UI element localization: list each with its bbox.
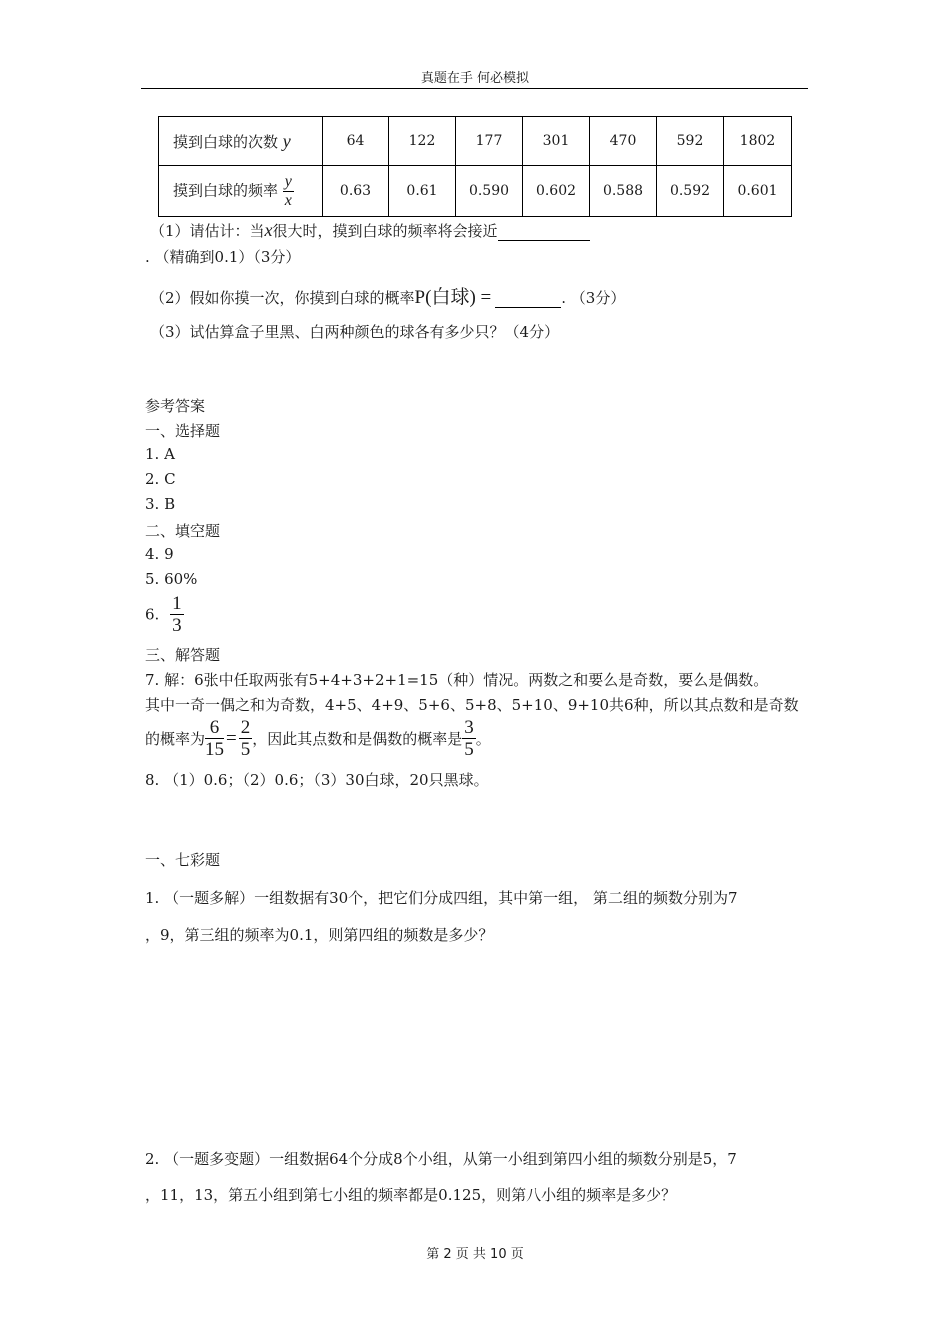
table-cell: 177 (456, 117, 523, 166)
answers-title: 参考答案 (145, 397, 206, 415)
table-row-frequency (159, 166, 792, 217)
extra-section-title: 一、七彩题 (145, 851, 221, 869)
question-2: （2）假如你摸一次，你摸到白球的概率P(白球) = . （3分） (150, 287, 626, 308)
table-cell: 301 (523, 117, 590, 166)
answer-blank-2 (495, 289, 561, 308)
table-cell: 0.61 (389, 166, 456, 217)
table-cell: 0.63 (323, 166, 389, 217)
answer-1: 1. A (145, 445, 175, 463)
problem-2-line1: 2. （一题多变题）一组数据64个分成8个小组，从第一小组到第四小组的频数分别是5，7 (145, 1150, 737, 1168)
answers-section-3: 三、解答题 (145, 646, 221, 664)
answer-7-line1: 7. 解：6张中任取两张有5+4+3+2+1=15（种）情况。两数之和要么是奇数，要么是偶数。 (145, 671, 769, 689)
table-cell: 1802 (724, 117, 792, 166)
table-cell: 470 (590, 117, 657, 166)
table-cell: 0.590 (456, 166, 523, 217)
frequency-table (158, 116, 792, 217)
question-3: （3）试估算盒子里黑、白两种颜色的球各有多少只？（4分） (150, 323, 560, 341)
question-1: （1）请估计：当x很大时，摸到白球的频率将会接近 (150, 220, 590, 241)
table-row-count (159, 117, 792, 166)
page-footer: 第 2 页 共 10 页 (426, 1247, 524, 1262)
answer-4: 4. 9 (145, 545, 174, 563)
row-label-count: 摸到白球的次数 y (159, 117, 323, 166)
question-1-line2: . （精确到0.1）（3分） (145, 248, 301, 266)
answer-7-line2: 其中一奇一偶之和为奇数，4+5、4+9、5+6、5+8、5+10、9+10共6种，所以其点数和是奇数 (145, 696, 799, 714)
table-cell: 0.588 (590, 166, 657, 217)
answer-8: 8. （1）0.6；（2）0.6；（3）30白球，20只黑球。 (145, 771, 489, 789)
table-cell: 122 (389, 117, 456, 166)
table-cell: 0.601 (724, 166, 792, 217)
problem-1-line2: ，9，第三组的频率为0.1，则第四组的频数是多少？ (145, 926, 494, 944)
table-cell: 592 (657, 117, 724, 166)
table-cell: 0.602 (523, 166, 590, 217)
problem-2-line2: ，11，13，第五小组到第七小组的频率都是0.125，则第八小组的频率是多少？ (145, 1186, 677, 1204)
answer-7-line3: 的概率为 $\frac{6}{15}$ = $\frac{2}{5}$ ，因此其点数和是偶数的概率是 $\frac{3}{5}$ 。 (145, 717, 491, 760)
table-cell: 0.592 (657, 166, 724, 217)
answer-6: 6. $\frac{1}{3}$ (145, 593, 182, 636)
answers-section-2: 二、填空题 (145, 522, 221, 540)
table-cell: 64 (323, 117, 389, 166)
answer-5: 5. 60% (145, 570, 198, 588)
answer-3: 3. B (145, 495, 176, 513)
answers-section-1: 一、选择题 (145, 422, 221, 440)
row-label-frequency: 摸到白球的频率 $\frac{y}{x}$ (159, 166, 323, 217)
page-header: 真题在手 何必模拟 (420, 71, 530, 86)
header-rule (141, 88, 808, 89)
problem-1-line1: 1. （一题多解）一组数据有30个，把它们分成四组，其中第一组， 第二组的频数分别为7 (145, 889, 738, 907)
answer-2: 2. C (145, 470, 176, 488)
answer-blank-1 (498, 222, 590, 241)
